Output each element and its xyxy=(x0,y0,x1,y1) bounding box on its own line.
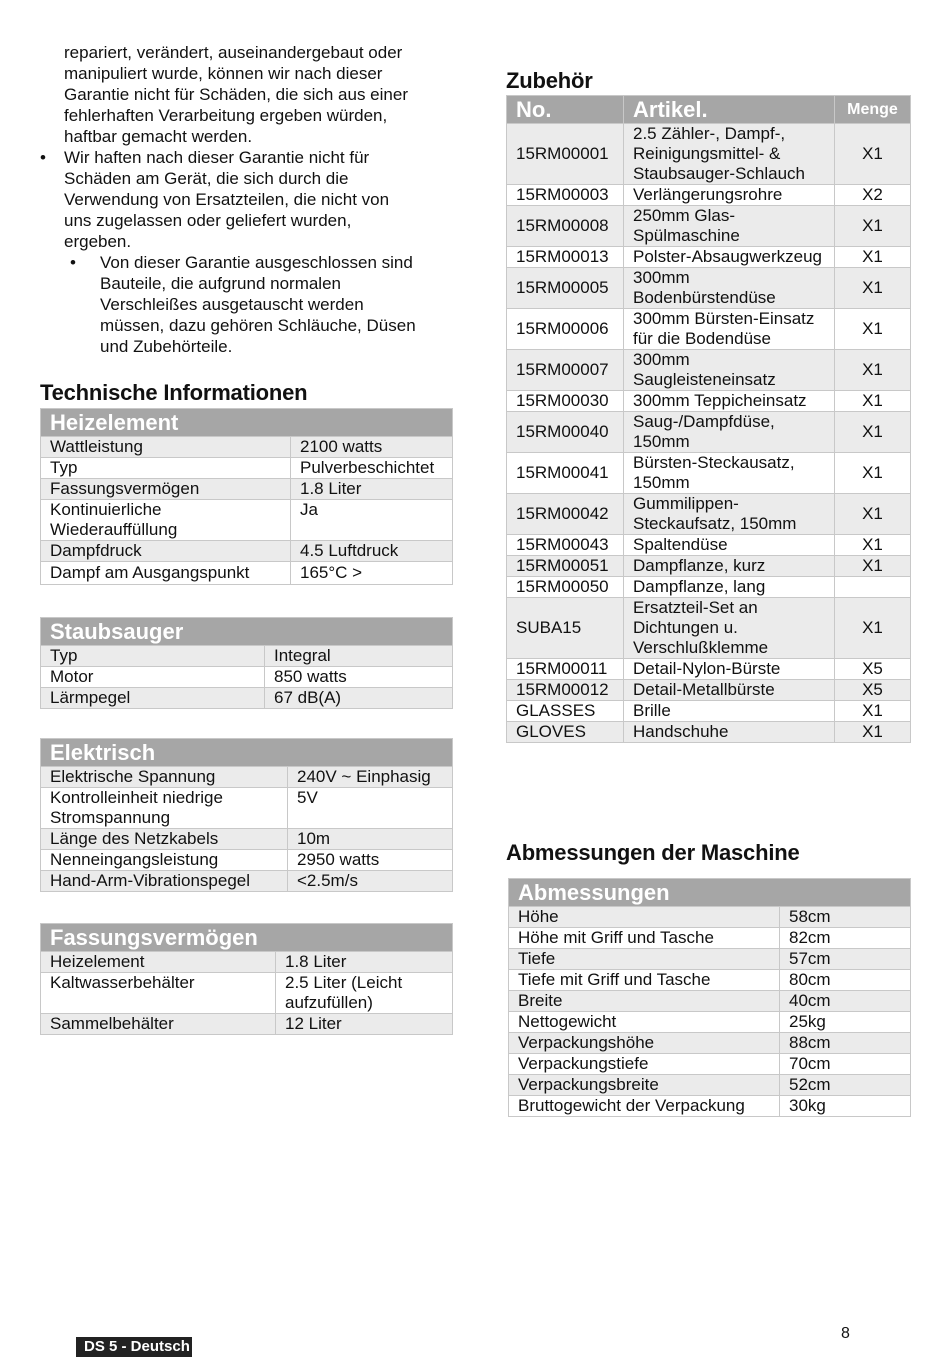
table-row xyxy=(41,788,453,829)
part-quantity: X1 xyxy=(835,247,911,268)
table-row xyxy=(509,1033,911,1054)
spec-value: 2.5 Liter (Leicht aufzufüllen) xyxy=(276,973,453,1014)
part-article: Ersatzteil-Set an Dichtungen u. Verschlußklemme xyxy=(624,598,835,659)
table-row xyxy=(509,1054,911,1075)
part-quantity xyxy=(835,577,911,598)
part-quantity: X1 xyxy=(835,124,911,185)
dimension-label: Verpackungsbreite xyxy=(509,1075,780,1096)
part-article: Gummilippen-Steckaufsatz, 150mm xyxy=(624,494,835,535)
spec-value: 2950 watts xyxy=(288,850,453,871)
spec-value: 12 Liter xyxy=(276,1014,453,1035)
column-header-menge: Menge xyxy=(835,96,911,124)
part-quantity: X1 xyxy=(835,494,911,535)
part-quantity: X1 xyxy=(835,535,911,556)
abmessungen-table xyxy=(508,878,911,1117)
part-quantity: X1 xyxy=(835,412,911,453)
part-quantity: X1 xyxy=(835,350,911,391)
part-article: 300mm Bürsten-Einsatz für die Bodendüse xyxy=(624,309,835,350)
part-number: 15RM00040 xyxy=(507,412,624,453)
table-row xyxy=(41,562,453,585)
spec-value: Ja xyxy=(291,500,453,541)
part-number: 15RM00042 xyxy=(507,494,624,535)
part-number: GLOVES xyxy=(507,722,624,743)
part-number: 15RM00043 xyxy=(507,535,624,556)
part-article: 250mm Glas-Spülmaschine xyxy=(624,206,835,247)
dimension-label: Höhe mit Griff und Tasche xyxy=(509,928,780,949)
part-number: SUBA15 xyxy=(507,598,624,659)
part-quantity: X1 xyxy=(835,391,911,412)
part-number: 15RM00051 xyxy=(507,556,624,577)
spec-value: 2100 watts xyxy=(291,437,453,458)
part-article: Detail-Metallbürste xyxy=(624,680,835,701)
part-article: Spaltendüse xyxy=(624,535,835,556)
elektrisch-section xyxy=(40,738,453,892)
spec-label: Dampf am Ausgangspunkt xyxy=(41,562,291,585)
spec-label: Wattleistung xyxy=(41,437,291,458)
spec-label: Elektrische Spannung xyxy=(41,767,288,788)
elektrisch-table xyxy=(40,738,453,892)
dimension-value: 88cm xyxy=(780,1033,911,1054)
dimension-value: 25kg xyxy=(780,1012,911,1033)
part-article: Saug-/Dampfdüse, 150mm xyxy=(624,412,835,453)
table-row xyxy=(509,1075,911,1096)
warranty-text xyxy=(40,42,453,357)
table-row xyxy=(507,124,911,185)
part-quantity: X1 xyxy=(835,268,911,309)
fassungsvermoegen-section xyxy=(40,923,453,1035)
spec-label: Länge des Netzkabels xyxy=(41,829,288,850)
dimension-value: 57cm xyxy=(780,949,911,970)
part-article: 300mm Bodenbürstendüse xyxy=(624,268,835,309)
dimension-label: Tiefe xyxy=(509,949,780,970)
table-row xyxy=(41,646,453,667)
part-quantity: X1 xyxy=(835,556,911,577)
spec-label: Typ xyxy=(41,646,265,667)
dimension-label: Tiefe mit Griff und Tasche xyxy=(509,970,780,991)
table-row xyxy=(507,577,911,598)
spec-label: Fassungsvermögen xyxy=(41,479,291,500)
spec-value: 10m xyxy=(288,829,453,850)
part-quantity: X1 xyxy=(835,309,911,350)
part-quantity: X2 xyxy=(835,185,911,206)
table-row xyxy=(509,928,911,949)
spec-label: Motor xyxy=(41,667,265,688)
part-article: Handschuhe xyxy=(624,722,835,743)
text-line: • Wir haften nach dieser Garantie nicht für xyxy=(64,148,370,167)
spec-value: 5V xyxy=(288,788,453,829)
table-row xyxy=(507,659,911,680)
part-number: 15RM00050 xyxy=(507,577,624,598)
table-row xyxy=(41,767,453,788)
spec-label: Nenneingangsleistung xyxy=(41,850,288,871)
table-header: Abmessungen xyxy=(509,879,911,907)
footer-label: DS 5 - Deutsch xyxy=(76,1337,192,1357)
spec-value: 240V ~ Einphasig xyxy=(288,767,453,788)
part-article: Dampflanze, lang xyxy=(624,577,835,598)
part-quantity: X1 xyxy=(835,701,911,722)
table-row xyxy=(509,1012,911,1033)
table-row xyxy=(507,453,911,494)
table-row xyxy=(507,598,911,659)
table-row xyxy=(507,350,911,391)
table-row xyxy=(41,500,453,541)
part-article: Brille xyxy=(624,701,835,722)
dimension-label: Höhe xyxy=(509,907,780,928)
table-row xyxy=(509,970,911,991)
tech-info-heading: Technische Informationen xyxy=(40,380,308,405)
part-quantity: X1 xyxy=(835,598,911,659)
dimension-label: Verpackungstiefe xyxy=(509,1054,780,1075)
spec-value: Integral xyxy=(265,646,453,667)
table-row xyxy=(507,680,911,701)
table-row xyxy=(507,309,911,350)
part-number: 15RM00008 xyxy=(507,206,624,247)
abmessungen-section xyxy=(508,878,911,1117)
text-line: repariert, verändert, auseinandergebaut oder xyxy=(64,43,403,62)
part-number: 15RM00011 xyxy=(507,659,624,680)
part-quantity: X5 xyxy=(835,680,911,701)
table-row xyxy=(509,991,911,1012)
spec-value: <2.5m/s xyxy=(288,871,453,892)
spec-label: Kaltwasserbehälter xyxy=(41,973,276,1014)
table-row xyxy=(41,541,453,562)
text-line: Garantie nicht für Schäden, die sich aus einer xyxy=(64,85,408,104)
table-row xyxy=(507,206,911,247)
spec-label: Typ xyxy=(41,458,291,479)
spec-value: Pulverbeschichtet xyxy=(291,458,453,479)
page-number: 8 xyxy=(841,1325,850,1342)
spec-value: 4.5 Luftdruck xyxy=(291,541,453,562)
text-line: fehlerhaften Verarbeitung ergeben würden, xyxy=(64,106,388,125)
part-article: 300mm Saugleisteneinsatz xyxy=(624,350,835,391)
table-header: Fassungsvermögen xyxy=(41,924,453,952)
dimension-value: 82cm xyxy=(780,928,911,949)
table-row xyxy=(41,871,453,892)
table-row xyxy=(507,247,911,268)
text-line: • Von dieser Garantie ausgeschlossen sind xyxy=(100,253,413,272)
part-quantity: X1 xyxy=(835,722,911,743)
heizelement-table xyxy=(40,408,453,585)
table-row xyxy=(41,1014,453,1035)
dimension-value: 40cm xyxy=(780,991,911,1012)
part-number: 15RM00013 xyxy=(507,247,624,268)
warranty-paragraph xyxy=(40,42,453,147)
abmessungen-heading: Abmessungen der Maschine xyxy=(506,840,800,865)
part-quantity: X5 xyxy=(835,659,911,680)
text-line: uns zugelassen oder geliefert wurden, xyxy=(64,211,352,230)
part-quantity: X1 xyxy=(835,206,911,247)
part-article: 2.5 Zähler-, Dampf-, Reinigungsmittel- & Staubsauger-Schlauch xyxy=(624,124,835,185)
table-row xyxy=(507,391,911,412)
spec-label: Kontrolleinheit niedrige Stromspannung xyxy=(41,788,288,829)
table-row xyxy=(41,479,453,500)
table-row xyxy=(509,949,911,970)
staubsauger-table xyxy=(40,617,453,709)
fassungsvermoegen-table xyxy=(40,923,453,1035)
zubehoer-heading: Zubehör xyxy=(506,68,593,93)
table-row xyxy=(41,973,453,1014)
dimension-value: 52cm xyxy=(780,1075,911,1096)
table-row xyxy=(41,667,453,688)
part-article: Bürsten-Steckausatz, 150mm xyxy=(624,453,835,494)
table-row xyxy=(509,907,911,928)
spec-value: 1.8 Liter xyxy=(291,479,453,500)
table-row xyxy=(507,535,911,556)
part-article: 300mm Teppicheinsatz xyxy=(624,391,835,412)
spec-label: Heizelement xyxy=(41,952,276,973)
part-number: 15RM00012 xyxy=(507,680,624,701)
spec-label: Sammelbehälter xyxy=(41,1014,276,1035)
column-header-artikel: Artikel. xyxy=(624,96,835,124)
part-number: GLASSES xyxy=(507,701,624,722)
part-number: 15RM00041 xyxy=(507,453,624,494)
table-header: Staubsauger xyxy=(41,618,453,646)
table-row xyxy=(507,268,911,309)
table-row xyxy=(41,437,453,458)
table-header: Elektrisch xyxy=(41,739,453,767)
table-row xyxy=(509,1096,911,1117)
table-row xyxy=(41,458,453,479)
staubsauger-section xyxy=(40,617,453,709)
part-number: 15RM00030 xyxy=(507,391,624,412)
table-row xyxy=(41,688,453,709)
text-line: Schäden am Gerät, die sich durch die xyxy=(64,169,349,188)
table-header: Heizelement xyxy=(41,409,453,437)
table-row xyxy=(507,412,911,453)
text-line: manipuliert wurde, können wir nach dieser xyxy=(64,64,383,83)
dimension-label: Breite xyxy=(509,991,780,1012)
text-line: haftbar gemacht werden. xyxy=(64,127,253,146)
part-article: Dampflanze, kurz xyxy=(624,556,835,577)
table-row xyxy=(507,494,911,535)
table-row xyxy=(507,185,911,206)
text-line: ergeben. xyxy=(64,232,132,251)
table-row xyxy=(41,829,453,850)
text-line: Verwendung von Ersatzteilen, die nicht von xyxy=(64,190,390,209)
part-number: 15RM00001 xyxy=(507,124,624,185)
zubehoer-table xyxy=(506,95,911,743)
part-article: Polster-Absaugwerkzeug xyxy=(624,247,835,268)
spec-value: 165°C > xyxy=(291,562,453,585)
part-number: 15RM00005 xyxy=(507,268,624,309)
part-article: Detail-Nylon-Bürste xyxy=(624,659,835,680)
column-header-no: No. xyxy=(507,96,624,124)
part-number: 15RM00003 xyxy=(507,185,624,206)
part-quantity: X1 xyxy=(835,453,911,494)
text-line: Bauteile, die aufgrund normalen xyxy=(100,274,341,293)
dimension-value: 70cm xyxy=(780,1054,911,1075)
table-row xyxy=(41,850,453,871)
table-row xyxy=(41,952,453,973)
text-line: und Zubehörteile. xyxy=(100,337,233,356)
text-line: Verschleißes ausgetauscht werden xyxy=(100,295,364,314)
spec-label: Hand-Arm-Vibrationspegel xyxy=(41,871,288,892)
part-number: 15RM00006 xyxy=(507,309,624,350)
part-number: 15RM00007 xyxy=(507,350,624,391)
table-row xyxy=(507,722,911,743)
dimension-value: 58cm xyxy=(780,907,911,928)
spec-value: 67 dB(A) xyxy=(265,688,453,709)
warranty-bullet xyxy=(40,147,453,252)
heizelement-section xyxy=(40,408,453,585)
table-row xyxy=(507,556,911,577)
warranty-sub-bullet xyxy=(40,252,453,357)
spec-value: 850 watts xyxy=(265,667,453,688)
spec-label: Lärmpegel xyxy=(41,688,265,709)
dimension-value: 30kg xyxy=(780,1096,911,1117)
dimension-label: Bruttogewicht der Verpackung xyxy=(509,1096,780,1117)
spec-label: Dampfdruck xyxy=(41,541,291,562)
right-column xyxy=(506,68,911,1115)
dimension-label: Verpackungshöhe xyxy=(509,1033,780,1054)
table-row xyxy=(507,701,911,722)
left-column xyxy=(40,42,453,1033)
text-line: müssen, dazu gehören Schläuche, Düsen xyxy=(100,316,416,335)
spec-value: 1.8 Liter xyxy=(276,952,453,973)
spec-label: Kontinuierliche Wiederauffüllung xyxy=(41,500,291,541)
part-article: Verlängerungsrohre xyxy=(624,185,835,206)
dimension-value: 80cm xyxy=(780,970,911,991)
dimension-label: Nettogewicht xyxy=(509,1012,780,1033)
